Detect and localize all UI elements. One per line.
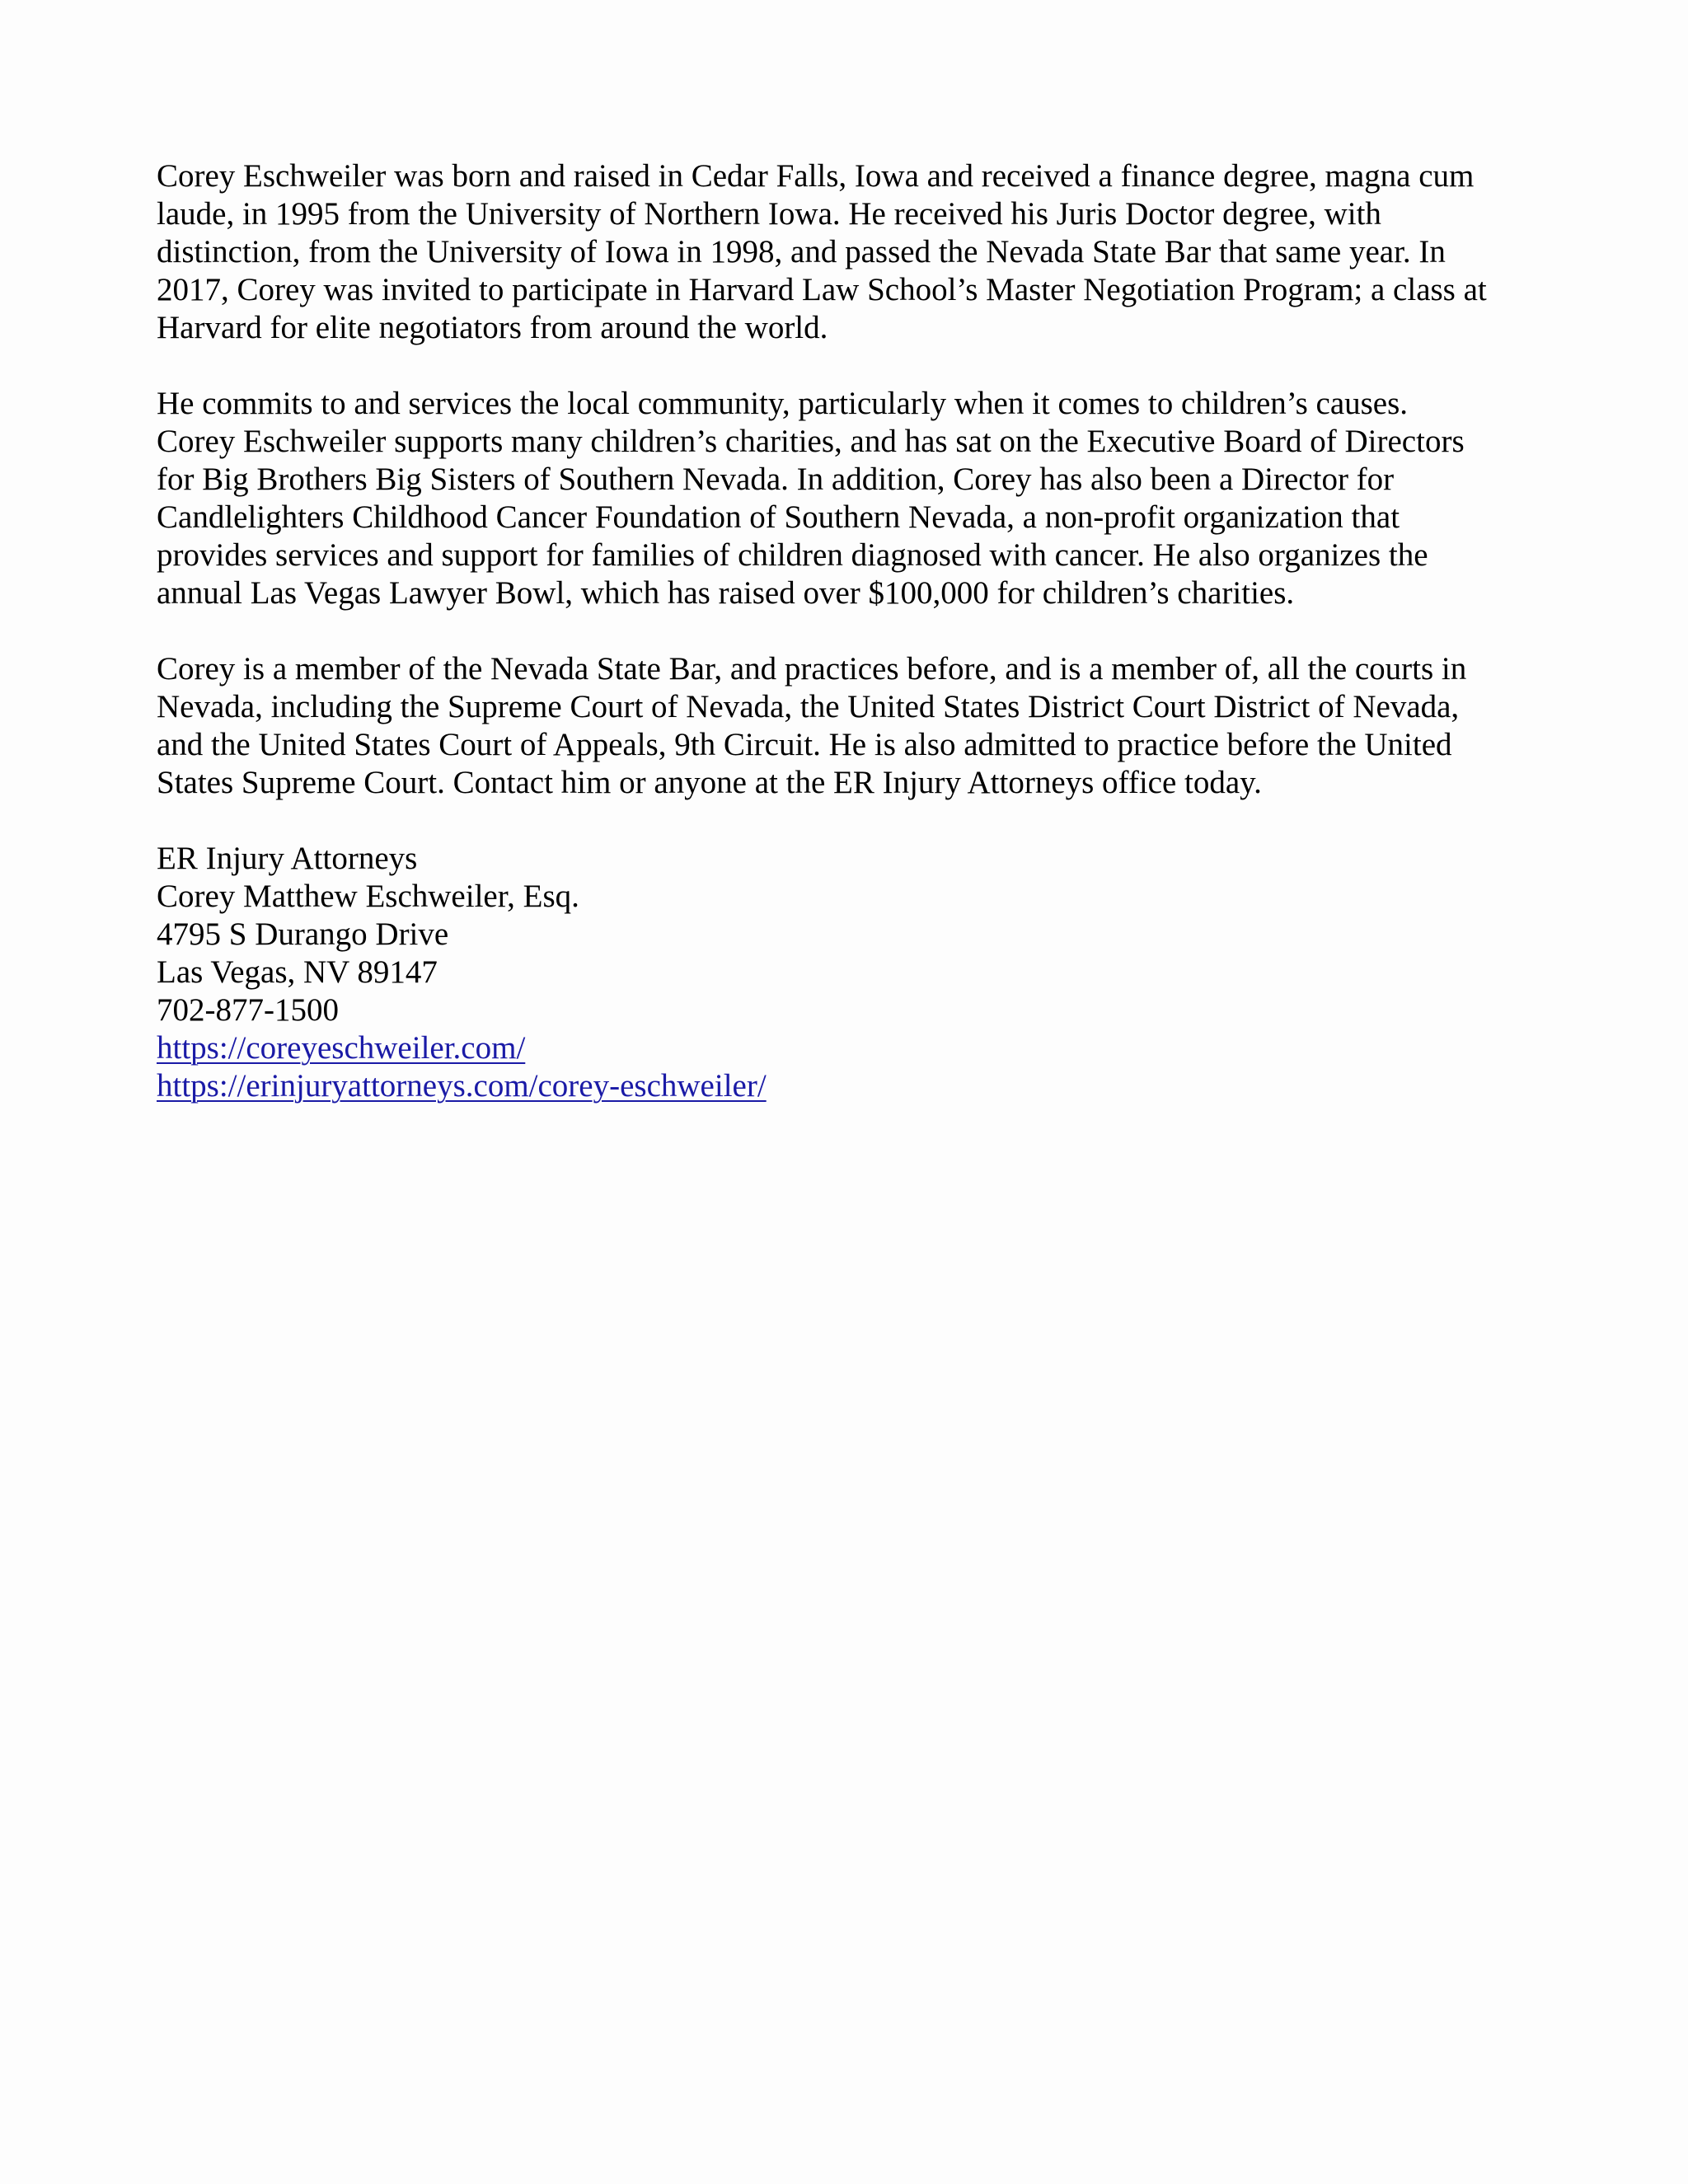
paragraph-line: Corey Eschweiler was born and raised in Cedar Falls, Iowa and received a finance degree, magna cum [157,158,1475,194]
website-link-personal[interactable]: https://coreyeschweiler.com/ [157,1030,526,1066]
contact-block [157,840,1541,1105]
paragraph-line: Nevada, including the Supreme Court of Nevada, the United States District Court District of Nevada, [157,689,1460,724]
paragraph-line: provides services and support for families of children diagnosed with cancer. He also organizes the [157,537,1428,573]
paragraph-line: Corey Eschweiler supports many children’s charities, and has sat on the Executive Board of Directors [157,424,1465,459]
city-state-zip: Las Vegas, NV 89147 [157,954,438,990]
paragraph-community [157,385,1541,612]
paragraph-bar-membership [157,650,1541,802]
street-address: 4795 S Durango Drive [157,916,449,952]
paragraph-line: laude, in 1995 from the University of Northern Iowa. He received his Juris Doctor degree, with [157,196,1381,232]
firm-name: ER Injury Attorneys [157,841,418,876]
phone-number: 702-877-1500 [157,992,339,1028]
paragraph-education [157,157,1541,347]
paragraph-line: States Supreme Court. Contact him or anyone at the ER Injury Attorneys office today. [157,765,1262,800]
paragraph-line: Corey is a member of the Nevada State Bar, and practices before, and is a member of, all the courts in [157,651,1467,687]
paragraph-line: and the United States Court of Appeals, 9th Circuit. He is also admitted to practice before the United [157,727,1452,762]
attorney-name: Corey Matthew Eschweiler, Esq. [157,879,579,914]
paragraph-line: for Big Brothers Big Sisters of Southern Nevada. In addition, Corey has also been a Director for [157,462,1395,497]
paragraph-line: Candlelighters Childhood Cancer Foundation of Southern Nevada, a non-profit organization that [157,499,1400,535]
website-link-firm-profile[interactable]: https://erinjuryattorneys.com/corey-eschweiler/ [157,1068,767,1104]
paragraph-line: He commits to and services the local community, particularly when it comes to children’s causes. [157,386,1409,421]
document-body [157,157,1541,1105]
paragraph-line: distinction, from the University of Iowa in 1998, and passed the Nevada State Bar that same year. In [157,234,1446,269]
paragraph-line: Harvard for elite negotiators from around the world. [157,310,828,345]
paragraph-line: annual Las Vegas Lawyer Bowl, which has raised over $100,000 for children’s charities. [157,575,1295,611]
paragraph-line: 2017, Corey was invited to participate in Harvard Law School’s Master Negotiation Program; a class at [157,272,1487,307]
